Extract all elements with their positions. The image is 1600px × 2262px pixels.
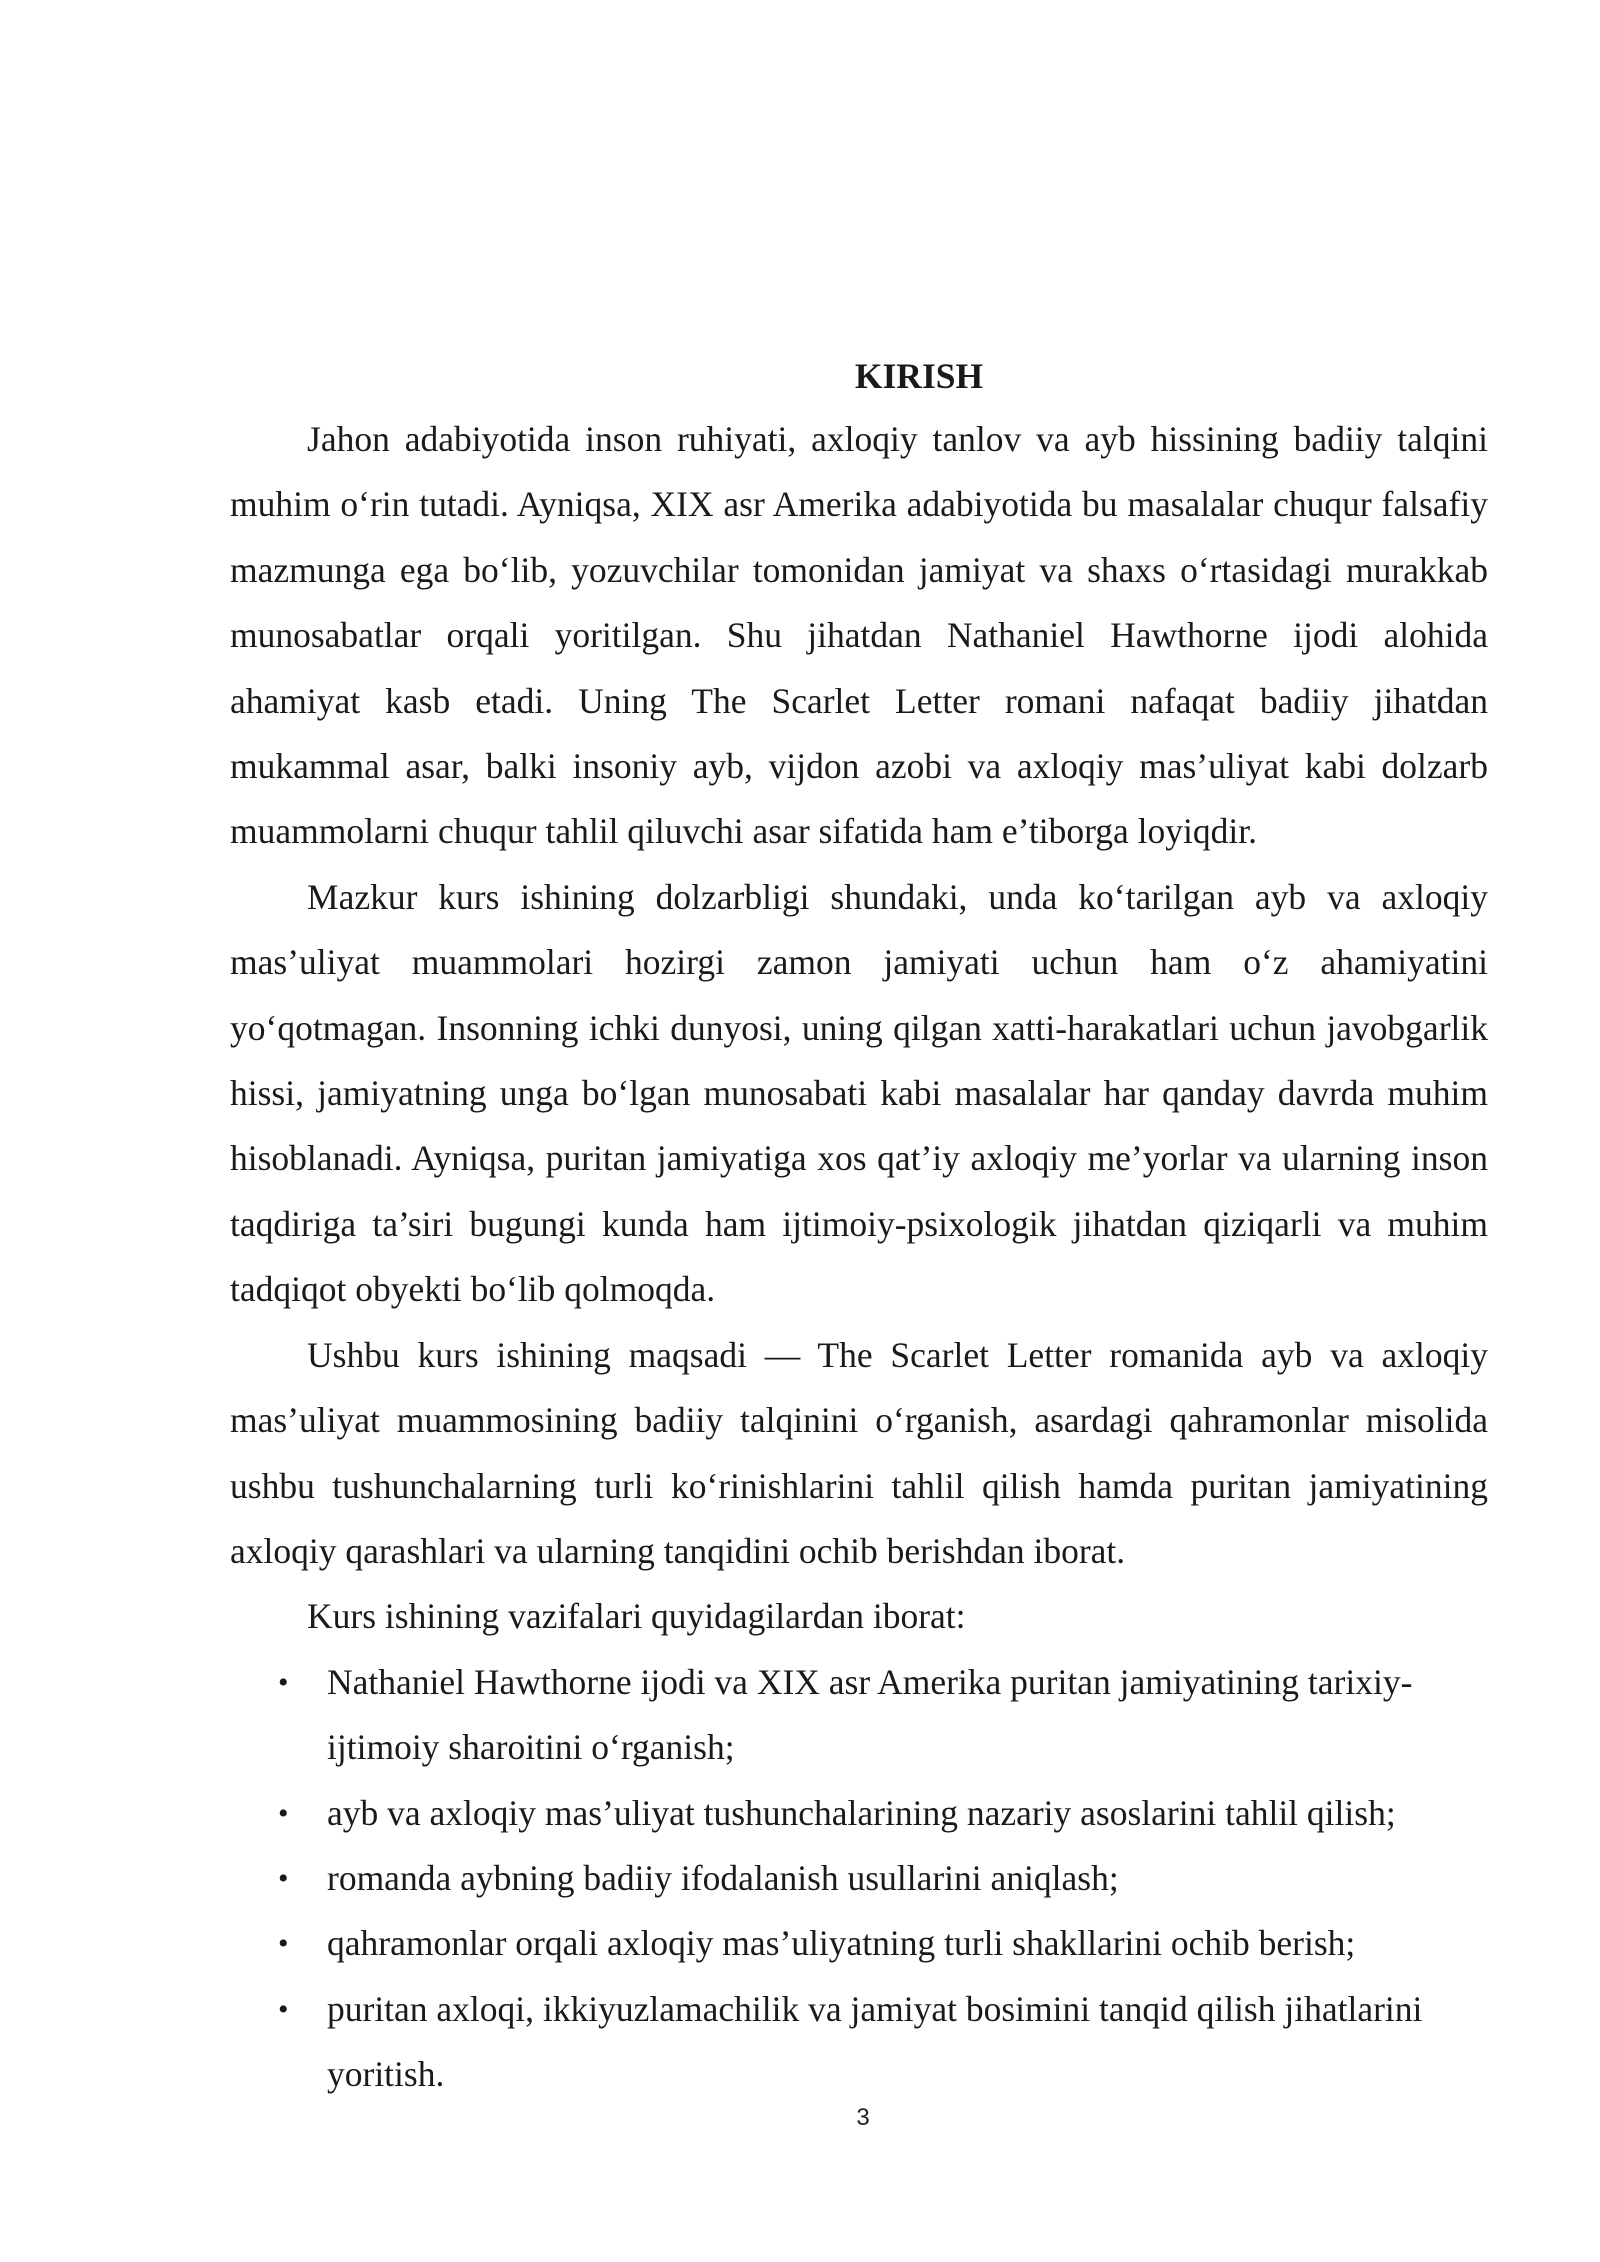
list-item-text: Nathaniel Hawthorne ijodi va XIX asr Amerika puritan jamiyatining tarixiy-ijtimoiy sharoitini o‘rganish; — [327, 1661, 1413, 1768]
list-item — [230, 1650, 1488, 1781]
list-item — [230, 1781, 1488, 1846]
bullet-icon: • — [278, 1796, 289, 1830]
paragraph-list-intro: Kurs ishining vazifalari quyidagilardan iborat: — [307, 1596, 966, 1637]
paragraph: Mazkur kurs ishining dolzarbligi shundaki, unda ko‘tarilgan ayb va axloqiy mas’uliyat muammolari hozirgi zamon jamiyati uchun ham o‘z ahamiyatini yo‘qotmagan. Insonning ichki dunyosi, uning qilgan xatti-harakatlari uchun javobgarlik hissi, jamiyatning unga bo‘lgan munosabati kabi masalalar har qanday davrda muhim hisoblanadi. Ayniqsa, puritan jamiyatiga xos qat’iy axloqiy me’yorlar va ularning inson taqdiriga ta’siri bugungi kunda ham ijtimoiy-psixologik jihatdan qiziqarli va muhim tadqiqot obyekti bo‘lib qolmoqda. — [230, 876, 1488, 1310]
list-item-text: qahramonlar orqali axloqiy mas’uliyatning turli shakllarini ochib berish; — [327, 1923, 1356, 1964]
list-item — [230, 1977, 1488, 2108]
bullet-icon: • — [278, 1992, 289, 2026]
task-list — [230, 1650, 1488, 2108]
list-item-text: ayb va axloqiy mas’uliyat tushunchalarining nazariy asoslarini tahlil qilish; — [327, 1792, 1396, 1833]
paragraph: Ushbu kurs ishining maqsadi — The Scarlet Letter romanida ayb va axloqiy mas’uliyat muammosining badiiy talqinini o‘rganish, asardagi qahramonlar misolida ushbu tushunchalarning turli ko‘rinishlarini tahlil qilish hamda puritan jamiyatining axloqiy qarashlari va ularning tanqidini ochib berishdan iborat. — [230, 1334, 1488, 1571]
document-page — [230, 345, 1488, 2108]
list-item-text: puritan axloqi, ikkiyuzlamachilik va jamiyat bosimini tanqid qilish jihatlarini yoritish. — [327, 1988, 1423, 2095]
section-heading: KIRISH — [854, 356, 984, 396]
list-item-text: romanda aybning badiiy ifodalanish usullarini aniqlash; — [327, 1857, 1119, 1898]
list-item — [230, 1846, 1488, 1911]
bullet-icon: • — [278, 1665, 289, 1699]
paragraph: Jahon adabiyotida inson ruhiyati, axloqiy tanlov va ayb hissining badiiy talqini muhim o‘rin tutadi. Ayniqsa, XIX asr Amerika adabiyotida bu masalalar chuqur falsafiy mazmunga ega bo‘lib, yozuvchilar tomonidan jamiyat va shaxs o‘rtasidagi murakkab munosabatlar orqali yoritilgan. Shu jihatdan Nathaniel Hawthorne ijodi alohida ahamiyat kasb etadi. Uning The Scarlet Letter romani nafaqat badiiy jihatdan mukammal asar, balki insoniy ayb, vijdon azobi va axloqiy mas’uliyat kabi dolzarb muammolarni chuqur tahlil qiluvchi asar sifatida ham e’tiborga loyiqdir. — [230, 419, 1488, 852]
bullet-icon: • — [278, 1861, 289, 1895]
page-number: 3 — [856, 2104, 870, 2131]
list-item — [230, 1911, 1488, 1976]
bullet-icon: • — [278, 1927, 289, 1961]
